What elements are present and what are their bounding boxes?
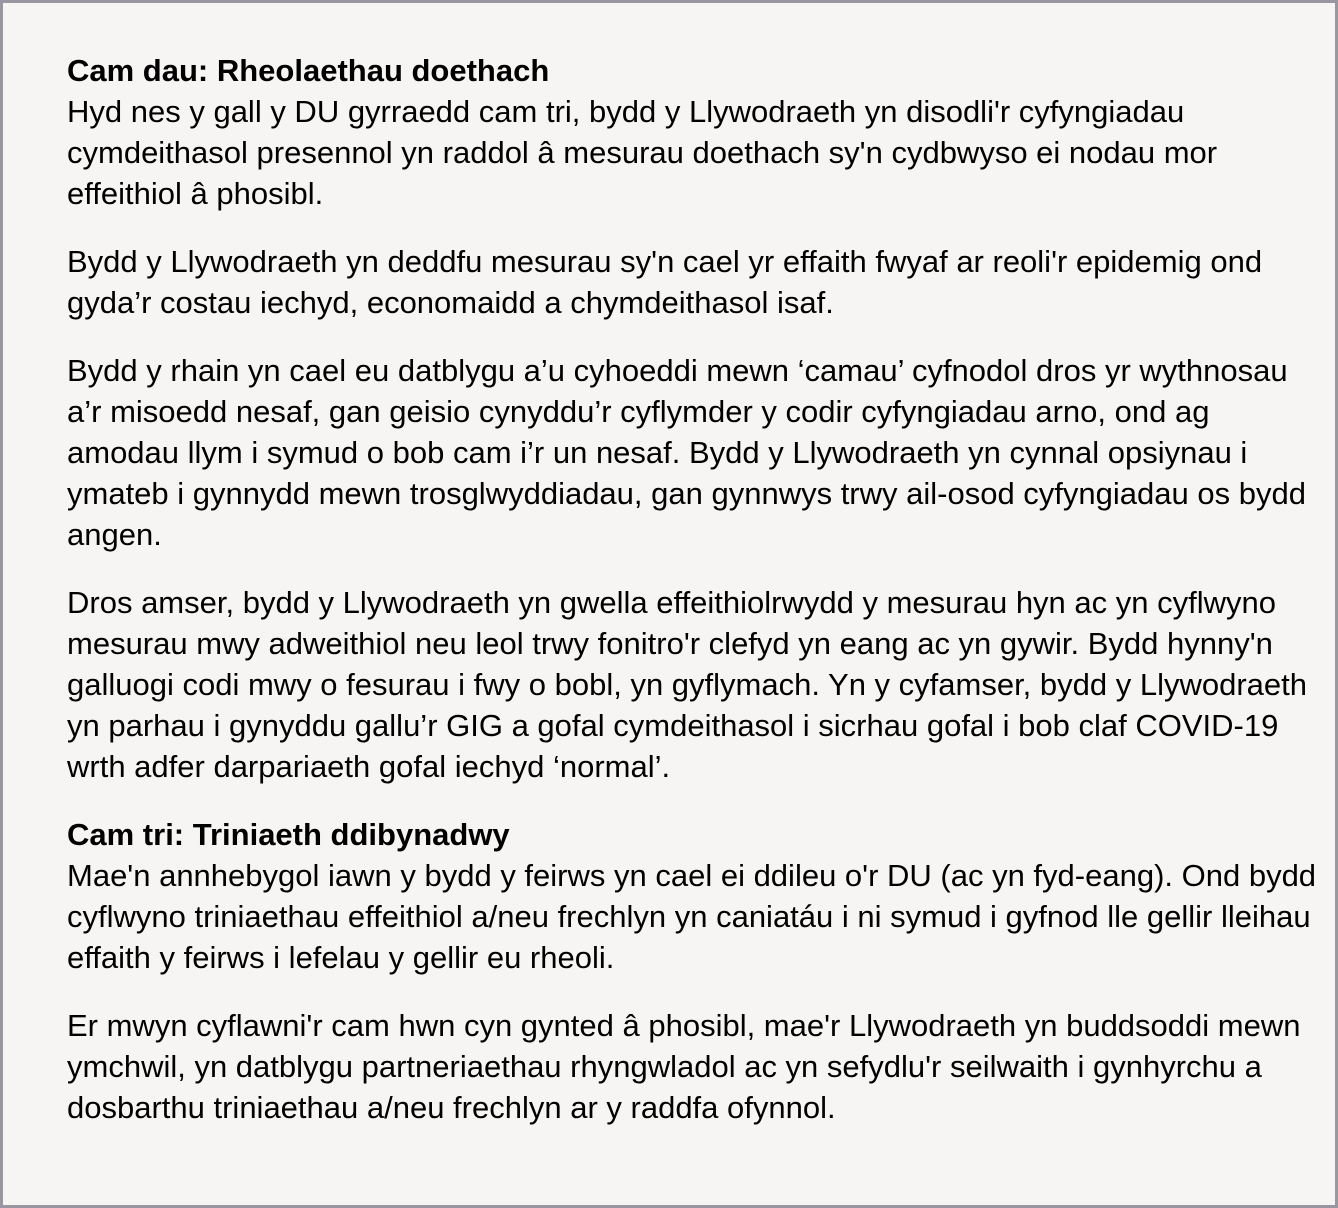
paragraph: Bydd y Llywodraeth yn deddfu mesurau sy'n cael yr effaith fwyaf ar reoli'r epidemig ond gyda’r costau iechyd, economaidd a chymdeithasol isaf. bbox=[67, 244, 1263, 320]
paragraph: Mae'n annhebygol iawn y bydd y feirws yn cael ei ddileu o'r DU (ac yn fyd-eang). Ond bydd cyflwyno triniaethau effeithiol a/neu frechlyn yn caniatáu i ni symud i gyfnod lle gellir lleihau effaith y feirws i lefelau y gellir eu rheoli. bbox=[67, 858, 1317, 975]
document-body bbox=[67, 50, 1317, 1128]
paragraph: Bydd y rhain yn cael eu datblygu a’u cyhoeddi mewn ‘camau’ cyfnodol dros yr wythnosau a’r misoedd nesaf, gan geisio cynyddu’r cyflymder y codir cyfyngiadau arno, ond ag amodau llym i symud o bob cam i’r un nesaf. Bydd y Llywodraeth yn cynnal opsiynau i ymateb i gynnydd mewn trosglwyddiadau, gan gynnwys trwy ail-osod cyfyngiadau os bydd angen. bbox=[67, 353, 1306, 552]
paragraph: Er mwyn cyflawni'r cam hwn cyn gynted â phosibl, mae'r Llywodraeth yn buddsoddi mewn ymchwil, yn datblygu partneriaethau rhyngwladol ac yn sefydlu'r seilwaith i gynhyrchu a dosbarthu triniaethau a/neu frechlyn ar y raddfa ofynnol. bbox=[67, 1008, 1301, 1125]
section-cam-tri bbox=[67, 814, 1317, 1128]
section-cam-dau bbox=[67, 50, 1317, 787]
section-heading: Cam dau: Rheolaethau doethach bbox=[67, 53, 550, 88]
paragraph: Hyd nes y gall y DU gyrraedd cam tri, bydd y Llywodraeth yn disodli'r cyfyngiadau cymdeithasol presennol yn raddol â mesurau doethach sy'n cydbwyso ei nodau mor effeithiol â phosibl. bbox=[67, 94, 1218, 211]
section-heading: Cam tri: Triniaeth ddibynadwy bbox=[67, 817, 510, 852]
paragraph: Dros amser, bydd y Llywodraeth yn gwella effeithiolrwydd y mesurau hyn ac yn cyflwyno mesurau mwy adweithiol neu leol trwy fonitro'r clefyd yn eang ac yn gywir. Bydd hynny'n galluogi codi mwy o fesurau i fwy o bobl, yn gyflymach. Yn y cyfamser, bydd y Llywodraeth yn parhau i gynyddu gallu’r GIG a gofal cymdeithasol i sicrhau gofal i bob claf COVID-19 wrth adfer darpariaeth gofal iechyd ‘normal’. bbox=[67, 585, 1308, 784]
